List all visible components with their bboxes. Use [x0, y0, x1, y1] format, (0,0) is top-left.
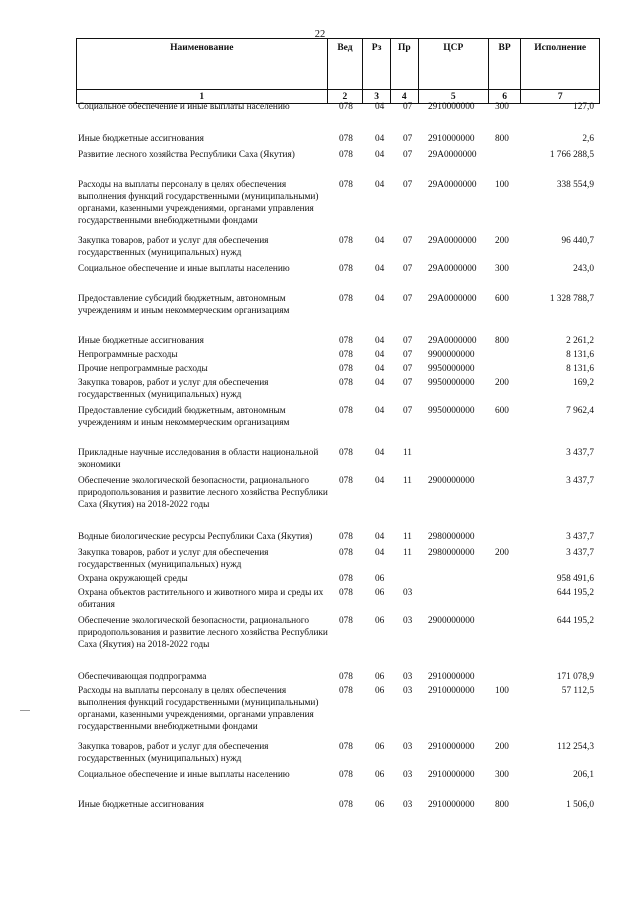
row-amount: 958 491,6 [556, 574, 594, 584]
row-name: Закупка товаров, работ и услуг для обеспечения государственных (муниципальных) нужд [78, 236, 269, 258]
row-csr: 29А0000000 [428, 264, 477, 274]
row-amount: 8 131,6 [566, 350, 594, 360]
row-name: Водные биологические ресурсы Республики Саха (Якутия) [78, 532, 313, 542]
col-number-1: 1 [77, 90, 328, 104]
row-ved: 078 [339, 102, 353, 112]
row-ved: 078 [339, 364, 353, 374]
row-csr: 9950000000 [428, 406, 475, 416]
row-vr: 800 [495, 336, 509, 346]
row-ved: 078 [339, 236, 353, 246]
row-ved: 078 [339, 264, 353, 274]
row-pr: 03 [403, 672, 413, 682]
row-amount: 206,1 [573, 770, 594, 780]
row-pr: 07 [403, 102, 413, 112]
table-row [0, 475, 640, 511]
row-ved: 078 [339, 548, 353, 558]
col-header-ved: Вед [327, 39, 363, 90]
row-pr: 11 [403, 532, 412, 542]
row-ved: 078 [339, 672, 353, 682]
row-amount: 3 437,7 [566, 476, 594, 486]
row-amount: 8 131,6 [566, 364, 594, 374]
row-name: Развитие лесного хозяйства Республики Саха (Якутия) [78, 150, 295, 160]
row-amount: 3 437,7 [566, 532, 594, 542]
row-amount: 243,0 [573, 264, 594, 274]
row-vr: 300 [495, 264, 509, 274]
row-name: Закупка товаров, работ и услуг для обеспечения государственных (муниципальных) нужд [78, 378, 269, 400]
table-row [0, 349, 640, 361]
table-row [0, 531, 640, 543]
col-header-pr: Пр [390, 39, 418, 90]
col-number-6: 6 [488, 90, 521, 104]
row-name: Обеспечение экологической безопасности, рационального природопользования и развитие лесного хозяйства Республики Саха (Якутия) на 2018-2022 годы [78, 476, 328, 510]
row-ved: 078 [339, 476, 353, 486]
row-amount: 1 506,0 [566, 800, 594, 810]
row-amount: 644 195,2 [556, 588, 594, 598]
row-ved: 078 [339, 378, 353, 388]
row-ved: 078 [339, 180, 353, 190]
row-name: Непрограммные расходы [78, 350, 178, 360]
row-pr: 07 [403, 150, 413, 160]
table-header [76, 38, 600, 104]
row-rz: 06 [375, 574, 385, 584]
row-rz: 04 [375, 476, 385, 486]
row-rz: 04 [375, 350, 385, 360]
row-name: Иные бюджетные ассигнования [78, 800, 204, 810]
page-number: 22 [314, 29, 326, 40]
row-csr: 2910000000 [428, 800, 475, 810]
row-amount: 127,0 [573, 102, 594, 112]
row-pr: 11 [403, 548, 412, 558]
row-pr: 07 [403, 236, 413, 246]
row-amount: 1 766 288,5 [549, 150, 594, 160]
row-rz: 04 [375, 448, 385, 458]
row-csr: 2910000000 [428, 686, 475, 696]
row-ved: 078 [339, 574, 353, 584]
table-row [0, 799, 640, 811]
row-vr: 800 [495, 134, 509, 144]
table-row [0, 769, 640, 781]
row-vr: 200 [495, 236, 509, 246]
col-header-vr: ВР [488, 39, 521, 90]
row-csr: 29А0000000 [428, 294, 477, 304]
col-header-rz: Рз [363, 39, 391, 90]
table-row [0, 615, 640, 651]
row-pr: 07 [403, 264, 413, 274]
row-rz: 06 [375, 742, 385, 752]
row-name: Прочие непрограммные расходы [78, 364, 208, 374]
row-amount: 2,6 [582, 134, 594, 144]
row-pr: 11 [403, 476, 412, 486]
col-header-amount: Исполнение [521, 39, 600, 90]
row-pr: 07 [403, 364, 413, 374]
row-pr: 03 [403, 588, 413, 598]
row-csr: 29А0000000 [428, 336, 477, 346]
row-csr: 29А0000000 [428, 236, 477, 246]
row-ved: 078 [339, 150, 353, 160]
col-header-name: Наименование [77, 39, 328, 90]
table-row [0, 149, 640, 161]
row-csr: 9900000000 [428, 350, 475, 360]
row-amount: 1 328 788,7 [549, 294, 594, 304]
row-amount: 2 261,2 [566, 336, 594, 346]
row-rz: 04 [375, 150, 385, 160]
col-header-csr: ЦСР [418, 39, 488, 90]
row-rz: 06 [375, 800, 385, 810]
row-csr: 2910000000 [428, 742, 475, 752]
row-name: Расходы на выплаты персоналу в целях обеспечения выполнения функций государственными (муниципальными) органами, казенными учреждениями, органами управления государственными внебюджетными фондами [78, 180, 319, 226]
row-name: Обеспечение экологической безопасности, рационального природопользования и развитие лесного хозяйства Республики Саха (Якутия) на 2018-2022 годы [78, 616, 328, 650]
row-rz: 04 [375, 264, 385, 274]
row-rz: 06 [375, 686, 385, 696]
row-csr: 2910000000 [428, 770, 475, 780]
row-name: Предоставление субсидий бюджетным, автономным учреждениям и иным некоммерческим организациям [78, 406, 290, 428]
row-csr: 2910000000 [428, 102, 475, 112]
row-amount: 112 254,3 [557, 742, 594, 752]
row-vr: 600 [495, 406, 509, 416]
table-body [0, 101, 640, 811]
table-row [0, 447, 640, 471]
table-row [0, 101, 640, 113]
row-csr: 2910000000 [428, 672, 475, 682]
row-pr: 11 [403, 448, 412, 458]
row-csr: 9950000000 [428, 364, 475, 374]
row-pr: 07 [403, 336, 413, 346]
row-ved: 078 [339, 406, 353, 416]
row-name: Социальное обеспечение и иные выплаты населению [78, 770, 290, 780]
row-ved: 078 [339, 616, 353, 626]
row-vr: 100 [495, 180, 509, 190]
table-row [0, 235, 640, 259]
row-vr: 600 [495, 294, 509, 304]
row-ved: 078 [339, 350, 353, 360]
col-number-4: 4 [390, 90, 418, 104]
row-csr: 2900000000 [428, 616, 475, 626]
row-csr: 2980000000 [428, 532, 475, 542]
row-name: Охрана объектов растительного и животного мира и среды их обитания [78, 588, 324, 610]
row-csr: 2910000000 [428, 134, 475, 144]
table-row [0, 335, 640, 347]
table-row [0, 741, 640, 765]
table-row [0, 179, 640, 227]
row-ved: 078 [339, 742, 353, 752]
row-vr: 300 [495, 770, 509, 780]
row-name: Закупка товаров, работ и услуг для обеспечения государственных (муниципальных) нужд [78, 742, 269, 764]
row-name: Иные бюджетные ассигнования [78, 336, 204, 346]
row-name: Предоставление субсидий бюджетным, автономным учреждениям и иным некоммерческим организациям [78, 294, 290, 316]
row-vr: 100 [495, 686, 509, 696]
row-ved: 078 [339, 588, 353, 598]
row-csr: 9950000000 [428, 378, 475, 388]
table-row [0, 573, 640, 585]
row-rz: 04 [375, 406, 385, 416]
row-ved: 078 [339, 800, 353, 810]
row-rz: 04 [375, 102, 385, 112]
row-pr: 03 [403, 770, 413, 780]
table-row [0, 293, 640, 317]
scan-margin-mark [20, 710, 30, 711]
row-name: Иные бюджетные ассигнования [78, 134, 204, 144]
row-name: Социальное обеспечение и иные выплаты населению [78, 264, 290, 274]
col-number-3: 3 [363, 90, 391, 104]
row-csr: 29А0000000 [428, 180, 477, 190]
table-row [0, 685, 640, 733]
header-row [77, 39, 600, 90]
row-ved: 078 [339, 532, 353, 542]
row-pr: 03 [403, 800, 413, 810]
row-amount: 3 437,7 [566, 548, 594, 558]
table-row [0, 587, 640, 611]
row-ved: 078 [339, 134, 353, 144]
row-vr: 200 [495, 742, 509, 752]
row-ved: 078 [339, 770, 353, 780]
row-csr: 29А0000000 [428, 150, 477, 160]
row-rz: 06 [375, 616, 385, 626]
row-csr: 2980000000 [428, 548, 475, 558]
row-ved: 078 [339, 294, 353, 304]
row-pr: 03 [403, 742, 413, 752]
row-name: Расходы на выплаты персоналу в целях обеспечения выполнения функций государственными (муниципальными) органами, казенными учреждениями, органами управления государственными внебюджетными фондами [78, 686, 319, 732]
row-pr: 03 [403, 686, 413, 696]
row-pr: 07 [403, 180, 413, 190]
row-rz: 06 [375, 672, 385, 682]
row-pr: 07 [403, 406, 413, 416]
table-row [0, 405, 640, 429]
row-rz: 04 [375, 236, 385, 246]
row-ved: 078 [339, 448, 353, 458]
row-pr: 07 [403, 378, 413, 388]
row-rz: 06 [375, 770, 385, 780]
row-vr: 800 [495, 800, 509, 810]
row-amount: 7 962,4 [566, 406, 594, 416]
row-name: Охрана окружающей среды [78, 574, 188, 584]
row-rz: 04 [375, 180, 385, 190]
row-amount: 3 437,7 [566, 448, 594, 458]
table-row [0, 363, 640, 375]
row-rz: 04 [375, 134, 385, 144]
row-pr: 07 [403, 134, 413, 144]
row-rz: 04 [375, 548, 385, 558]
table-row [0, 263, 640, 275]
row-rz: 04 [375, 378, 385, 388]
row-vr: 200 [495, 378, 509, 388]
row-ved: 078 [339, 336, 353, 346]
row-rz: 04 [375, 294, 385, 304]
row-amount: 338 554,9 [556, 180, 594, 190]
row-name: Обеспечивающая подпрограмма [78, 672, 207, 682]
row-name: Социальное обеспечение и иные выплаты населению [78, 102, 290, 112]
row-rz: 06 [375, 588, 385, 598]
row-amount: 96 440,7 [561, 236, 594, 246]
row-csr: 2900000000 [428, 476, 475, 486]
row-pr: 07 [403, 294, 413, 304]
row-vr: 200 [495, 548, 509, 558]
row-rz: 04 [375, 364, 385, 374]
row-name: Прикладные научные исследования в области национальной экономики [78, 448, 319, 470]
table-row [0, 547, 640, 571]
row-amount: 169,2 [573, 378, 594, 388]
row-rz: 04 [375, 336, 385, 346]
col-number-5: 5 [418, 90, 488, 104]
col-number-2: 2 [327, 90, 363, 104]
row-pr: 03 [403, 616, 413, 626]
row-amount: 57 112,5 [561, 686, 594, 696]
row-pr: 07 [403, 350, 413, 360]
col-number-7: 7 [521, 90, 600, 104]
row-amount: 171 078,9 [556, 672, 594, 682]
table-row [0, 671, 640, 683]
row-ved: 078 [339, 686, 353, 696]
row-amount: 644 195,2 [556, 616, 594, 626]
row-name: Закупка товаров, работ и услуг для обеспечения государственных (муниципальных) нужд [78, 548, 269, 570]
table-row [0, 133, 640, 145]
table-row [0, 377, 640, 401]
row-rz: 04 [375, 532, 385, 542]
row-vr: 300 [495, 102, 509, 112]
